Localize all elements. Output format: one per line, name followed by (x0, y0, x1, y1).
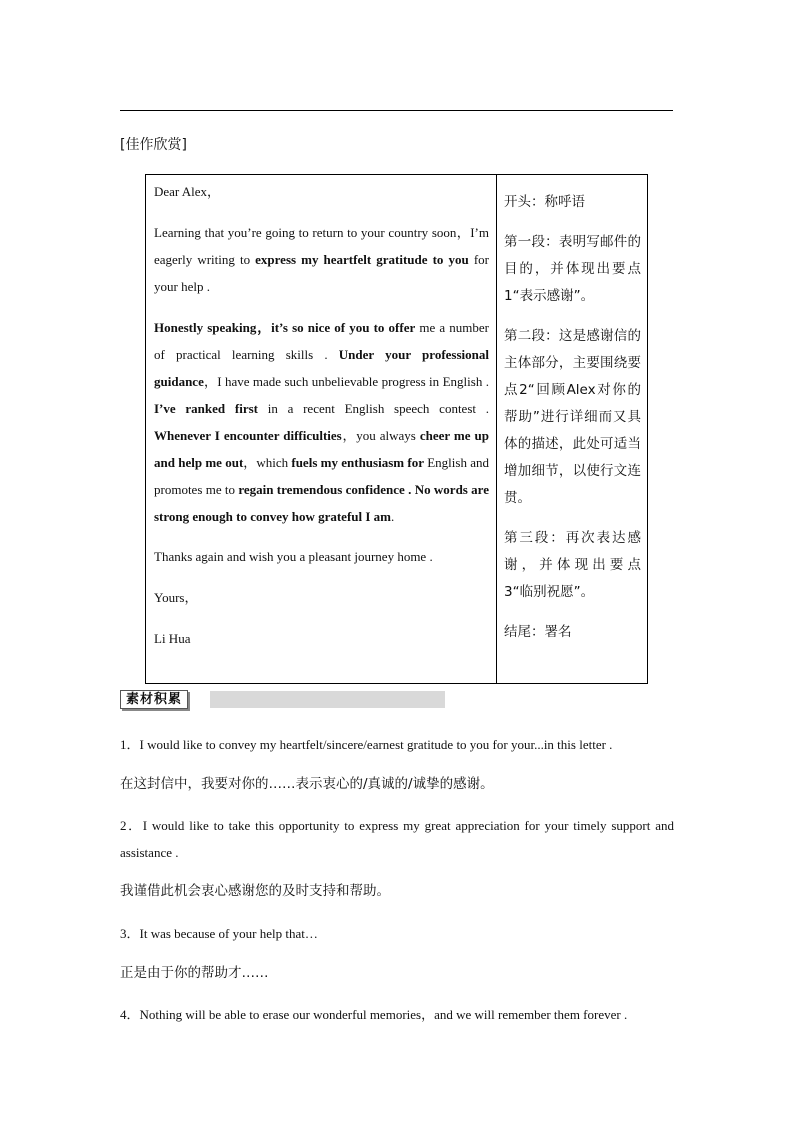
p2-run: I’ve ranked first (154, 401, 258, 416)
item-1-zh: 在这封信中，我要对你的……表示衷心的/真诚的/诚挚的感谢。 (120, 776, 494, 792)
note-item: 结尾：署名 (504, 624, 572, 640)
p2-run: ，you always (341, 428, 420, 443)
note-item: 第三段：再次表达感谢，并体现出要点3“临别祝愿”。 (504, 530, 641, 600)
p1-bold: express my heartfelt gratitude to you (255, 252, 469, 267)
p2-run: cheer me up and help me out (154, 428, 489, 470)
p1-tail: for your help . (154, 252, 489, 294)
item-3-zh: 正是由于你的帮助才…… (120, 965, 269, 981)
notes-cell (497, 175, 648, 684)
p2-run: Whenever I encounter difficulties (154, 428, 342, 443)
letter-paragraph-2 (154, 314, 489, 530)
header-rule (120, 110, 673, 111)
materials-banner (120, 690, 445, 709)
p1-text: Learning that you’re going to return to your country soon，I’m eagerly writing to (154, 225, 489, 267)
note-item: 第一段：表明写邮件的目的，并体现出要点1“表示感谢”。 (504, 234, 641, 304)
note-item: 开头：称呼语 (504, 194, 585, 210)
letter-paragraph-3: Thanks again and wish you a pleasant journey home . (154, 549, 433, 564)
item-2-zh: 我谨借此机会衷心感谢您的及时支持和帮助。 (120, 883, 390, 899)
notes-list (497, 175, 647, 646)
p2-run: fuels my enthusiasm for (291, 455, 424, 470)
p2-run: ，which (243, 455, 292, 470)
p2-run: in a recent English speech contest . (257, 401, 489, 416)
note-item: 第二段：这是感谢信的主体部分，主要围绕要点2“回顾Alex对你的帮助”进行详细而又具体的描述，此处可适当增加细节，以使行文连贯。 (504, 328, 641, 506)
letter-cell (146, 175, 497, 684)
letter-signature: Li Hua (154, 631, 191, 646)
item-4-en: 4．Nothing will be able to erase our wonderful memories，and we will remember them forever . (120, 1007, 628, 1022)
p2-run: Honestly speaking，it’s so nice of you to offer (154, 320, 416, 335)
p2-run: ，I have made such unbelievable progress in English . (203, 374, 489, 389)
banner-label: 素材积累 (120, 690, 188, 709)
item-2-en: 2．I would like to take this opportunity to express my great appreciation for your timely support and assistance . (120, 818, 674, 860)
section-title: [佳作欣赏] (120, 137, 187, 153)
p2-run: me a number of practical learning skills . (154, 320, 489, 362)
p2-run: . (391, 509, 395, 524)
letter-greeting: Dear Alex， (154, 184, 221, 199)
p2-run: English and promotes me to (154, 455, 490, 497)
letter-body (146, 175, 496, 652)
letter-closing: Yours， (154, 590, 198, 605)
p2-run: Under your professional guidance (154, 347, 489, 389)
p2-run: regain tremendous confidence . No words are strong enough to convey how grateful I am (154, 482, 489, 524)
sample-letter-table (145, 174, 648, 684)
banner-bar (210, 691, 445, 708)
item-3-en: 3．It was because of your help that… (120, 926, 318, 941)
letter-paragraph-1 (154, 219, 489, 300)
item-1-en: 1．I would like to convey my heartfelt/sincere/earnest gratitude to you for your...in this letter . (120, 737, 613, 752)
